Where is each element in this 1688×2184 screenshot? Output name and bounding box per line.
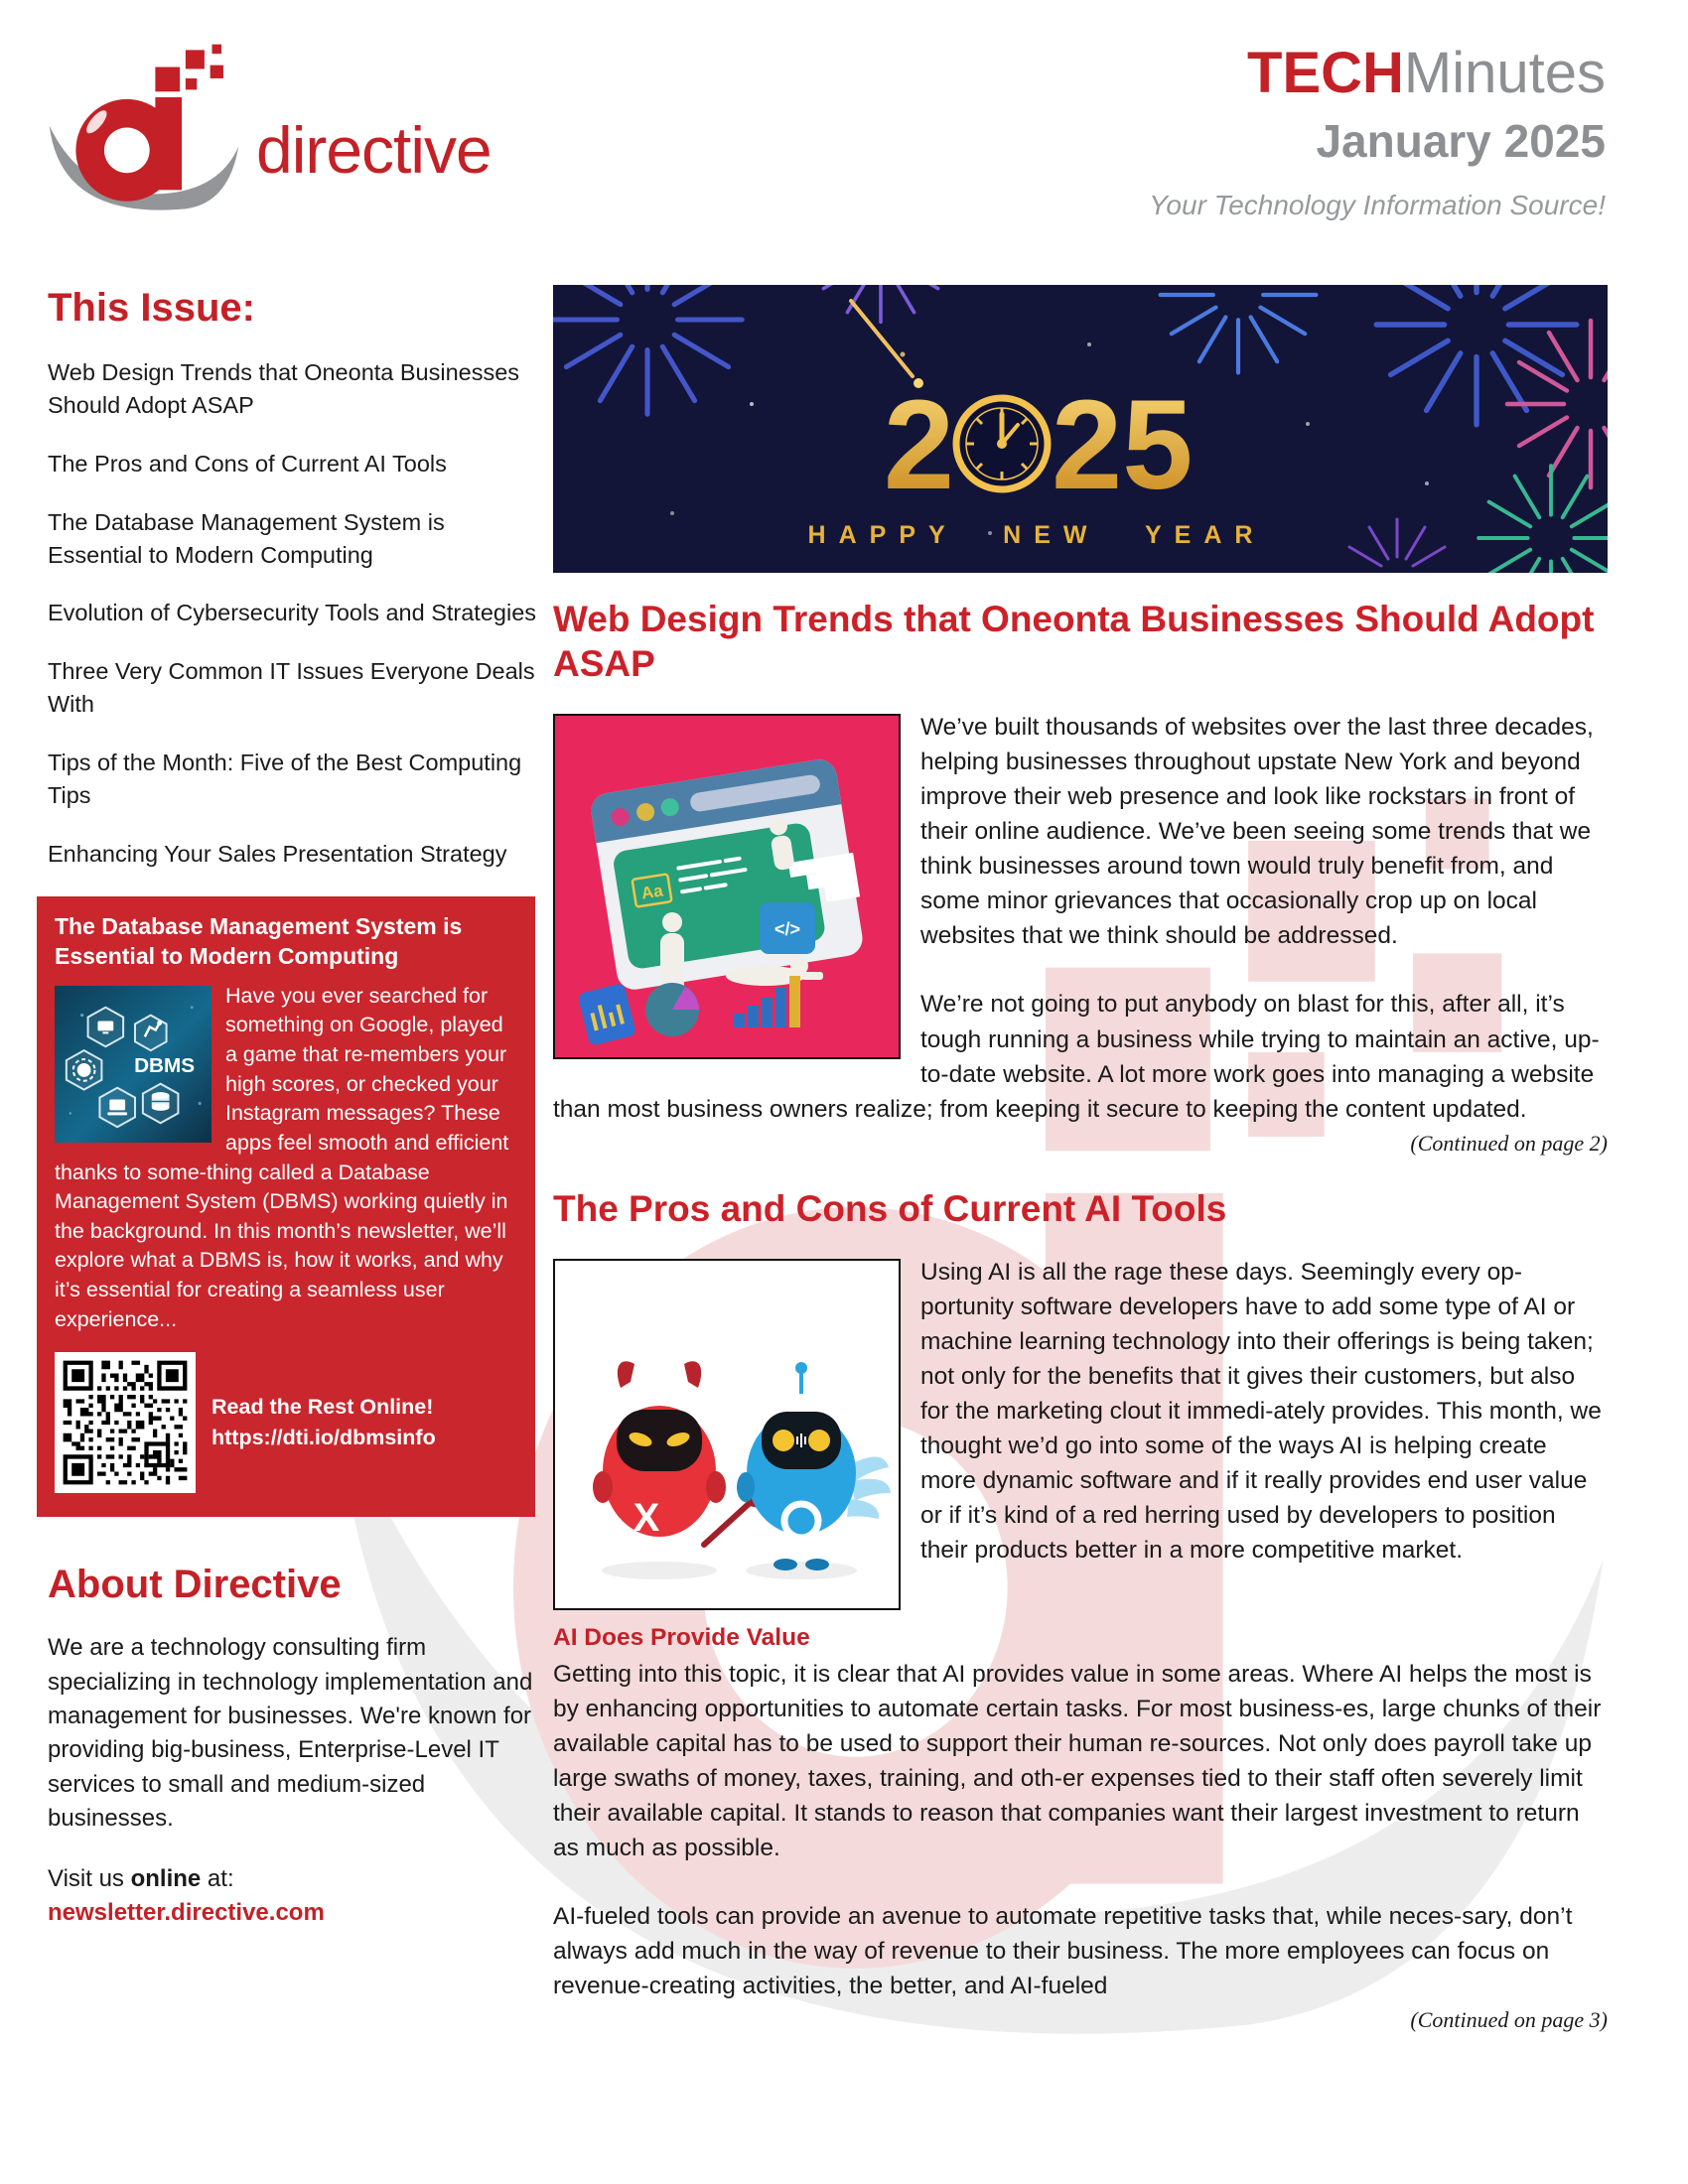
masthead [1149, 41, 1606, 221]
issue-list-item: Enhancing Your Sales Presentation Strategy [48, 840, 507, 867]
issue-list-item: Tips of the Month: Five of the Best Computing Tips [48, 750, 522, 809]
dbms-label: DBMS [134, 1053, 196, 1077]
new-year-banner-image [553, 285, 1608, 573]
article1-para1: We’ve built thousands of websites over the last three decades, helping businesses throughout upstate New York and beyond improve their web presence and look like rockstars in front of their online audience. We’ve been seeing some trends that we think businesses around town would truly benefit from, and some minor grievances that occasionally crop up on local websites that we think should be addressed. [920, 714, 1594, 950]
ai-value-subhead: AI Does Provide Value [553, 1623, 810, 1651]
article2-headline: The Pros and Cons of Current AI Tools [553, 1187, 1227, 1229]
qr-caption [211, 1392, 436, 1453]
issue-list-item: Three Very Common IT Issues Everyone Deals With [48, 658, 535, 718]
issue-list-item: The Pros and Cons of Current AI Tools [48, 450, 447, 477]
feature-box-body: Have you ever searched for something on Google, played a game that re-members your high scores, or checked your Instagram messages? These apps feel smooth and efficient thanks to some-thing called a Database Management System (DBMS) working quietly in the background. In this month’s newsletter, we’ll explore what a DBMS is, how it works, and why it’s essential for creating a seamless user experience... [55, 983, 509, 1331]
about-body: We are a technology consulting firm specializing in technology implementation and management for businesses. We're known for providing big-business, Enterprise-Level IT services to small and medium-sized businesses. [48, 1634, 533, 1833]
issue-date: January 2025 [1316, 114, 1606, 167]
visit-line [48, 1865, 538, 1893]
article1-headline: Web Design Trends that Oneonta Businesses Should Adopt ASAP [553, 599, 1595, 685]
feature-box [37, 896, 535, 1518]
article2-para1: Using AI is all the rage these days. Seemingly every op-portunity software developers have to add some type of AI or machine learning technology into their offerings is being taken; not only for the benefits that it gives their customers, but also for the marketing clout it immedi-ately provides. This month, we thought we’d go into some of the ways AI is helping create more dynamic software and if it really provides end user value or if it’s kind of a red herring used by developers to position their products better in a more competitive market. [920, 1258, 1602, 1564]
newsletter-url-link[interactable]: newsletter.directive.com [48, 1899, 325, 1927]
illustration-code-glyph: </> [774, 919, 801, 940]
banner-year-digits: 25 [1052, 374, 1194, 516]
qr-caption-line1: Read the Rest Online! [211, 1395, 434, 1420]
ai-robots-illustration [553, 1259, 901, 1610]
issue-list-item: Web Design Trends that Oneonta Businesses Should Adopt ASAP [48, 359, 520, 418]
article1-para2: We’re not going to put anybody on blast for this, after all, it’s tough running a business while trying to maintain an active, up-to-date website. A lot more work goes into managing a website than most business owners realize; from keeping it secure to keeping the content updated. [553, 991, 1600, 1123]
header-logo [44, 40, 492, 234]
banner-caption: HAPPY NEW YEAR [807, 521, 1266, 549]
illustration-aa-glyph: Aa [639, 881, 665, 903]
masthead-tech: TECH [1247, 41, 1404, 105]
visit-suffix: at: [201, 1865, 234, 1893]
devil-robot-x-glyph: X [633, 1495, 660, 1540]
article1 [553, 710, 1608, 1126]
article1-continued: (Continued on page 2) [1410, 1130, 1608, 1156]
article2-continued: (Continued on page 3) [1410, 2007, 1608, 2033]
dbms-image [55, 986, 211, 1143]
banner-clock [956, 398, 1048, 489]
qr-code-image [55, 1352, 196, 1493]
pie-chart-prop [645, 983, 699, 1036]
masthead-title [1149, 41, 1606, 105]
this-issue-heading: This Issue: [48, 286, 255, 330]
visit-online-bold: online [130, 1865, 202, 1893]
issue-list [48, 356, 538, 871]
qr-caption-link[interactable]: https://dti.io/dbmsinfo [211, 1426, 436, 1450]
tagline: Your Technology Information Source! [1149, 189, 1606, 220]
main-column [553, 285, 1608, 2033]
feature-box-title: The Database Management System is Essential to Modern Computing [55, 912, 463, 969]
visit-prefix: Visit us [48, 1865, 131, 1893]
code-cube [760, 902, 815, 954]
issue-list-item: Evolution of Cybersecurity Tools and Strategies [48, 600, 537, 626]
sidebar [48, 286, 538, 1927]
article2-para2: Getting into this topic, it is clear that AI provides value in some areas. Where AI helps the most is by enhancing opportunities to automate certain tasks. For most business-es, large chunks of their available capital has to be used to support their human re-sources. Not only does payroll take up large swaths of money, taxes, training, and oth-er expenses tied to their staff often severely limit their available capital. It stands to reason that companies want their largest investment to return as much as possible. [553, 1660, 1602, 1861]
article2 [553, 1255, 1608, 2003]
banner-year-digit: 2 [883, 374, 954, 516]
article2-para3: AI-fueled tools can provide an avenue to automate repetitive tasks that, while neces-sary, don’t always add much in the way of revenue to their business. The more employees can focus on revenue-creating activities, the better, and AI-fueled [553, 1902, 1573, 1999]
masthead-minutes: Minutes [1403, 41, 1606, 105]
directive-logo-icon [44, 40, 242, 234]
directive-logo-text: directive [256, 113, 492, 187]
qr-row [55, 1352, 517, 1493]
web-design-illustration [553, 714, 901, 1059]
issue-list-item: The Database Management System is Essential to Modern Computing [48, 508, 445, 568]
about-heading: About Directive [48, 1563, 342, 1607]
